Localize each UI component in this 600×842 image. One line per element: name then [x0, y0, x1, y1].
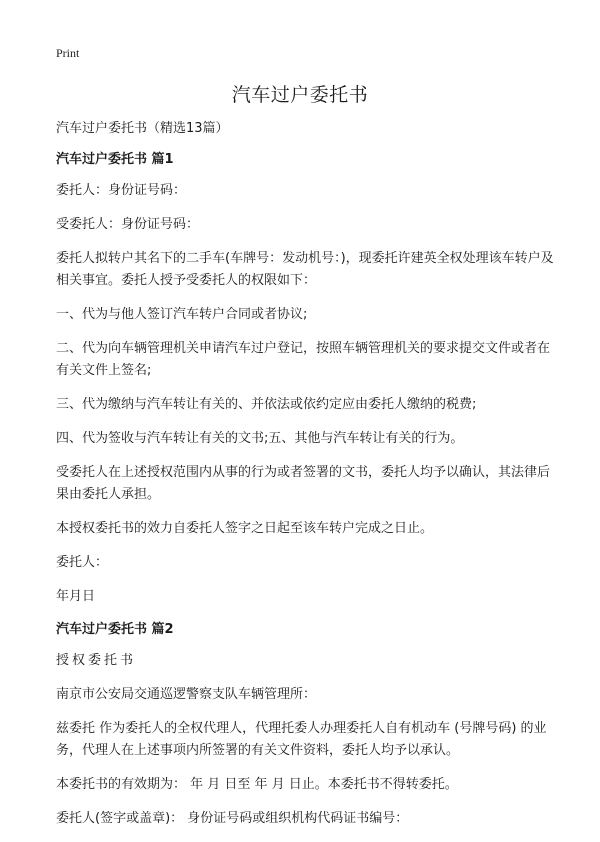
- paragraph: 兹委托 作为委托人的全权代理人，代理托委人办理委托人自有机动车 (号牌号码) 的业务，代理人在上述事项内所签署的有关文件资料，委托人均予以承认。: [56, 721, 547, 758]
- paragraph: 本授权委托书的效力自委托人签字之日起至该车转户完成之日止。: [56, 521, 434, 536]
- paragraph: 授权委托书: [56, 653, 137, 668]
- paragraph: 委托人拟转户其名下的二手车(车牌号：发动机号：)，现委托许建英全权处理该车转户及相关事宜。委托人授予受委托人的权限如下：: [56, 251, 554, 288]
- paragraph: 受委托人在上述授权范围内从事的行为或者签署的文书，委托人均予以确认，其法律后果由委托人承担。: [56, 465, 551, 502]
- paragraph: 委托人：: [56, 555, 109, 570]
- paragraph: 二、代为向车辆管理机关申请汽车过户登记，按照车辆管理机关的要求提交文件或者在有关文件上签名;: [56, 341, 551, 378]
- paragraph: 年月日: [56, 589, 96, 604]
- paragraph: 委托人(签字或盖章)： 身份证号码或组织机构代码证书编号：: [56, 811, 409, 826]
- paragraph: 受委托人：身份证号码：: [56, 217, 200, 232]
- document-title: 汽车过户委托书: [231, 84, 369, 106]
- paragraph: 三、代为缴纳与汽车转让有关的、并依法或依约定应由委托人缴纳的税费;: [56, 397, 477, 412]
- document-subtitle: 汽车过户委托书（精选13篇）: [56, 121, 229, 136]
- section-heading-1: 汽车过户委托书 篇1: [56, 152, 174, 167]
- section-heading-2: 汽车过户委托书 篇2: [56, 622, 174, 637]
- document-body: [56, 118, 556, 842]
- paragraph: 一、代为与他人签订汽车转户合同或者协议;: [56, 307, 308, 322]
- print-link[interactable]: Print: [56, 46, 80, 60]
- paragraph: 本委托书的有效期为： 年 月 日至 年 月 日止。本委托书不得转委托。: [56, 777, 458, 792]
- paragraph: 南京市公安局交通巡逻警察支队车辆管理所：: [56, 687, 317, 702]
- paragraph: 委托人：身份证号码：: [56, 183, 187, 198]
- paragraph: 四、代为签收与汽车转让有关的文书;五、其他与汽车转让有关的行为。: [56, 431, 464, 446]
